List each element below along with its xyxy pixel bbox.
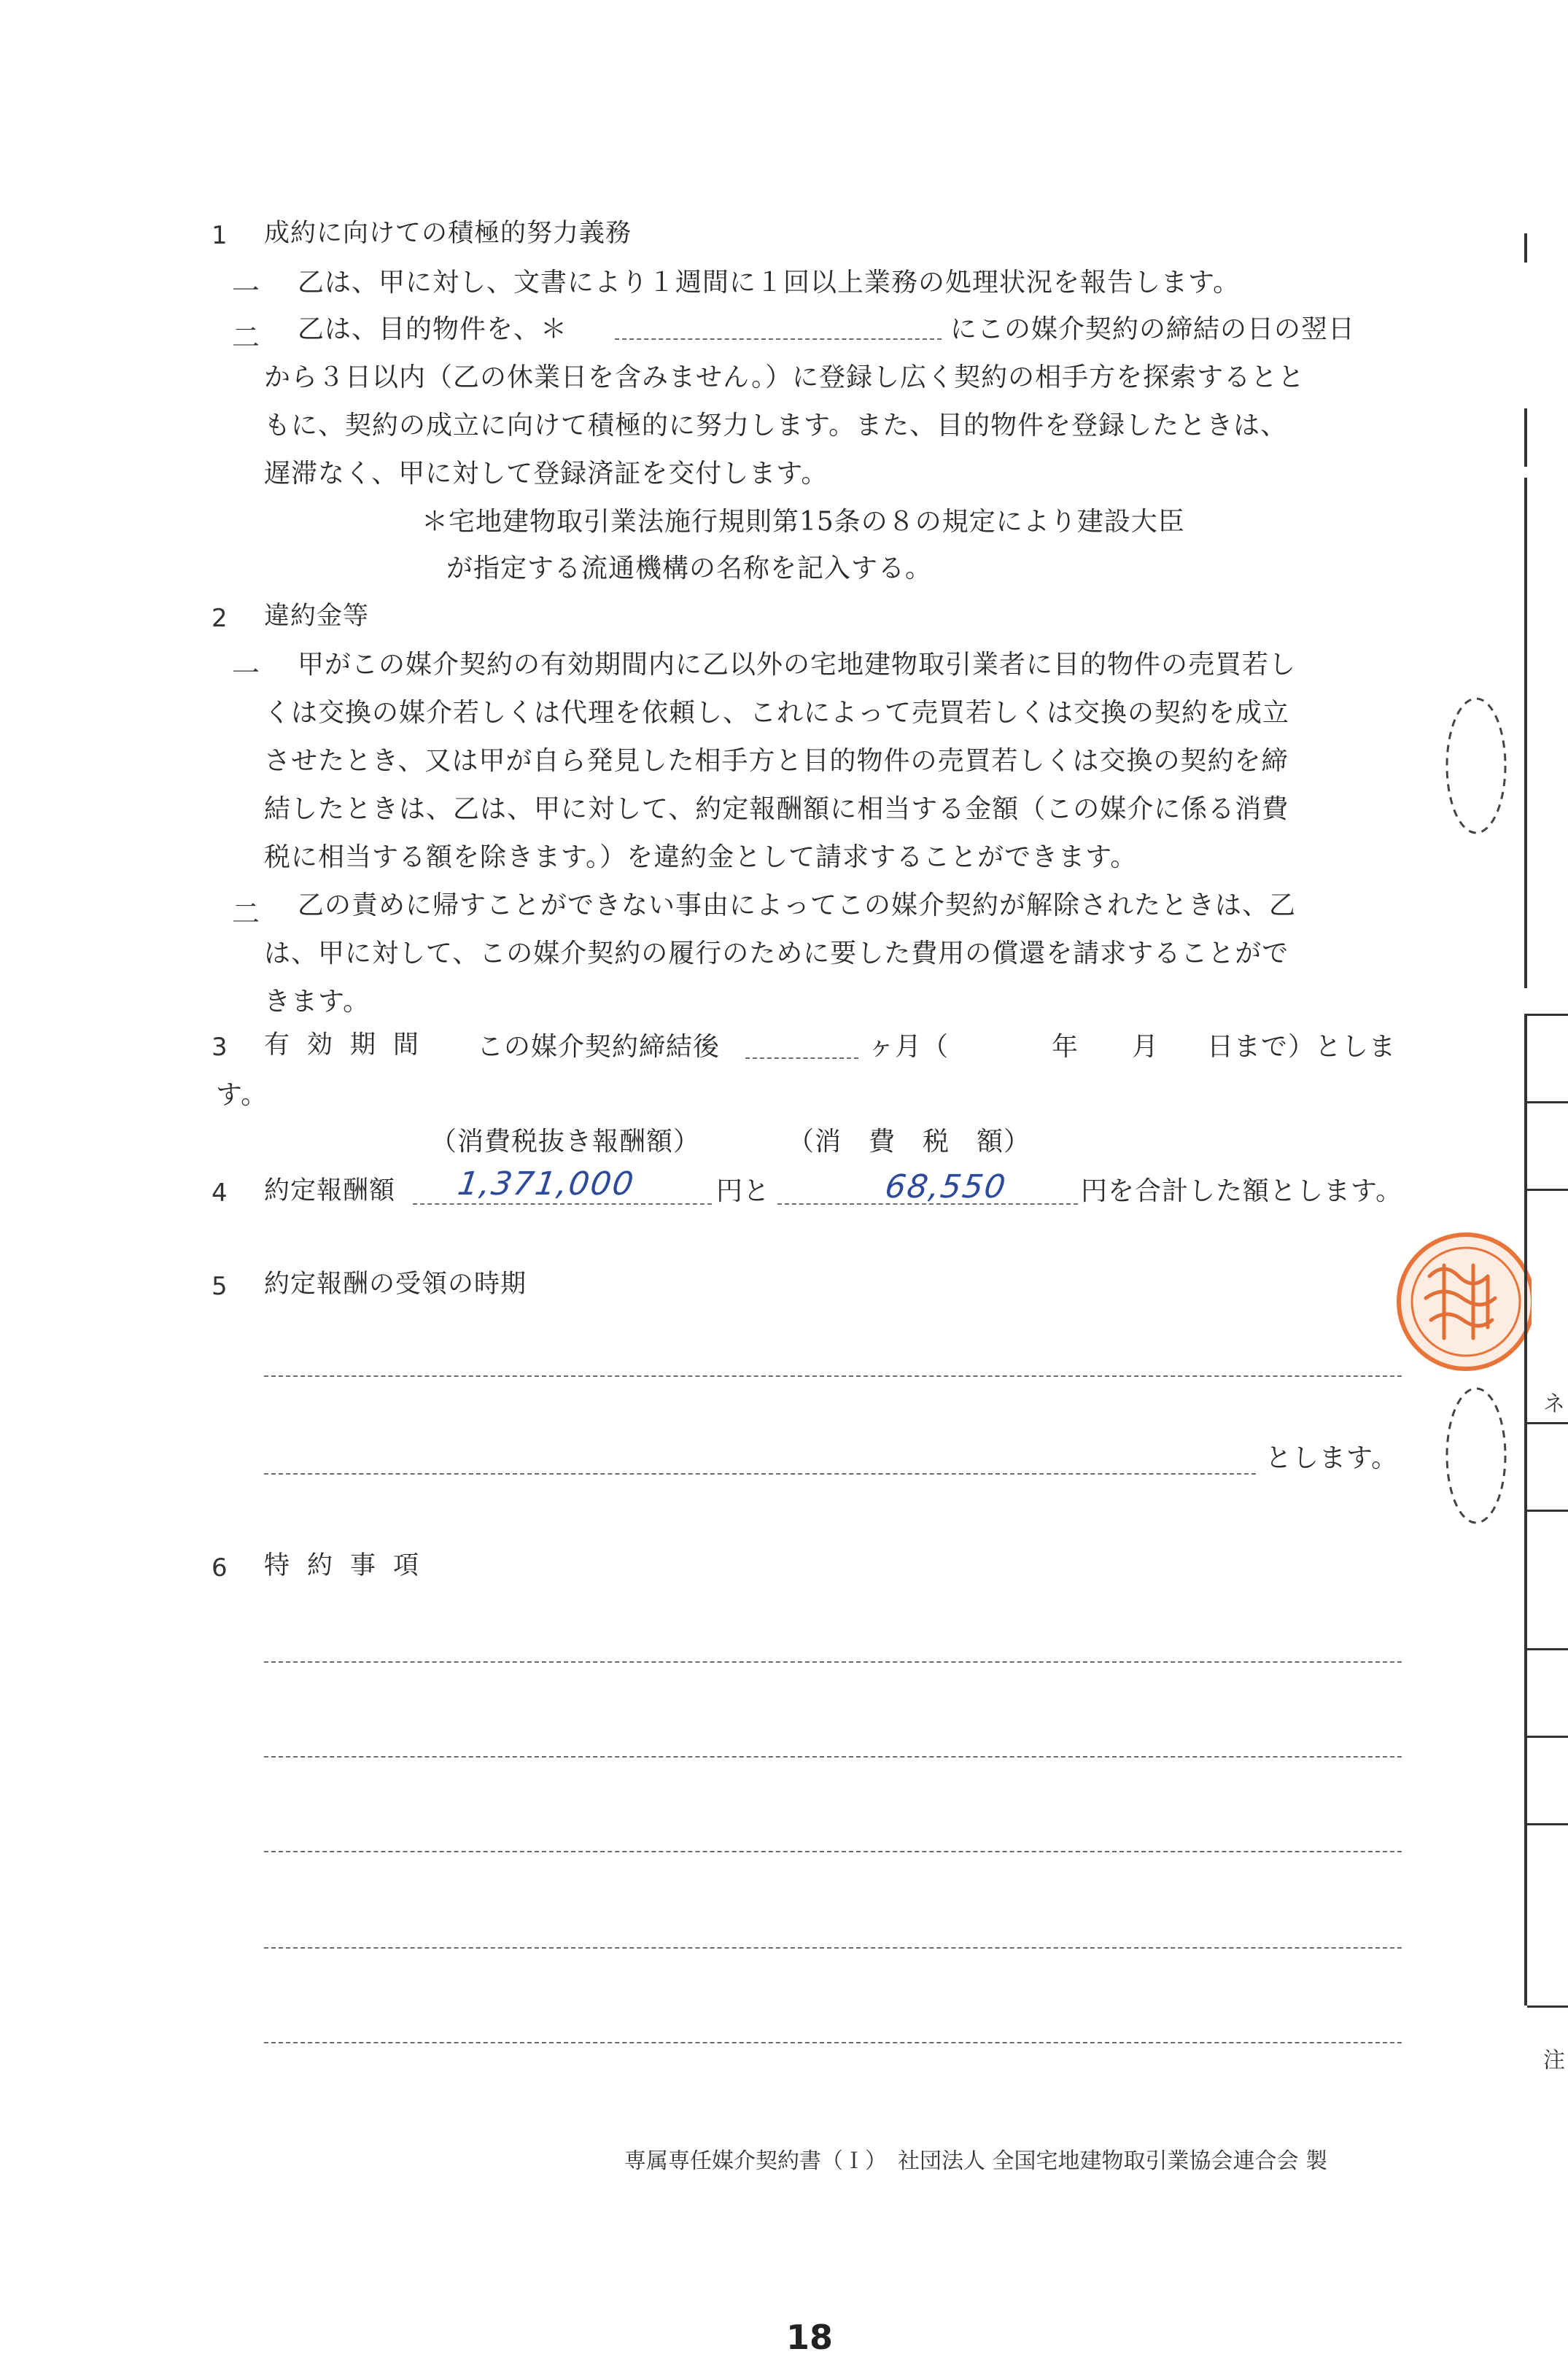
validity-months-field[interactable] <box>745 1057 858 1059</box>
s1-item2-line1b: にこの媒介契約の締結の日の翌日 <box>950 314 1356 344</box>
s2-item1-mark: 一 <box>232 657 260 689</box>
section-4-title: 約定報酬額 <box>264 1176 396 1205</box>
footer-form-name: 専属専任媒介契約書（Ｉ） 社団法人 全国宅地建物取引業協会連合会 製 <box>624 2148 1328 2174</box>
fee-handwritten-value: 1,371,000 <box>455 1165 637 1203</box>
s4-caption-fee: （消費税抜き報酬額） <box>430 1127 701 1157</box>
s4-caption-tax: （消 費 税 額） <box>788 1127 1031 1157</box>
s2-item2-mark: 二 <box>232 898 260 930</box>
fee-field[interactable] <box>413 1203 712 1205</box>
receipt-timing-line-1[interactable] <box>264 1375 1402 1377</box>
edge-bracket-4 <box>1524 1014 1527 1466</box>
s2-item1-line5: 税に相当する額を除きます。）を違約金として請求することができます。 <box>264 842 1138 872</box>
distribution-organization-field[interactable] <box>615 338 942 340</box>
section-2-title: 違約金等 <box>264 602 370 631</box>
edge-rule-6 <box>1527 1648 1568 1650</box>
edge-char-top: ネ <box>1543 1391 1565 1417</box>
s1-item1-mark: 一 <box>232 275 260 307</box>
section-5-title: 約定報酬の受領の時期 <box>264 1270 527 1299</box>
page-number: 18 <box>786 2318 834 2357</box>
s5-tail: とします。 <box>1265 1443 1399 1473</box>
company-seal-stamp <box>1386 1225 1532 1378</box>
section-4-number: 4 <box>211 1178 228 1208</box>
s2-item2-line3: きます。 <box>264 987 370 1017</box>
tax-handwritten-value: 68,550 <box>882 1168 1009 1205</box>
section-1-title: 成約に向けての積極的努力義務 <box>264 219 632 248</box>
special-terms-line-3[interactable] <box>264 1851 1402 1852</box>
s2-item2-line1: 乙の責めに帰すことができない事由によってこの媒介契約が解除されたときは、乙 <box>298 890 1297 920</box>
edge-rule-7 <box>1527 1736 1568 1738</box>
edge-bracket-1 <box>1524 233 1527 263</box>
s1-item2-line2: から３日以内（乙の休業日を含みません。）に登録し広く契約の相手方を探索するとと <box>264 362 1305 392</box>
section-6-number: 6 <box>211 1553 228 1583</box>
edge-rule-1 <box>1527 1014 1568 1016</box>
special-terms-line-2[interactable] <box>264 1756 1402 1758</box>
s2-item1-line3: させたとき、又は甲が自ら発見した相手方と目的物件の売買若しくは交換の契約を締 <box>264 746 1289 776</box>
edge-rule-9 <box>1527 2005 1568 2008</box>
section-6-title: 特約事項 <box>264 1551 437 1580</box>
s3-until-label: 日まで）としま <box>1207 1032 1397 1062</box>
section-2-number: 2 <box>211 604 228 633</box>
edge-rule-4 <box>1527 1422 1568 1424</box>
seal-mark-oval-upper <box>1434 693 1518 839</box>
s1-note-line1: ＊宅地建物取引業法施行規則第15条の８の規定により建設大臣 <box>422 507 1185 537</box>
s4-tail: 円を合計した額とします。 <box>1081 1176 1403 1206</box>
s3-text-a: この媒介契約締結後 <box>477 1032 721 1062</box>
edge-rule-2 <box>1527 1101 1568 1103</box>
receipt-timing-line-2[interactable] <box>264 1473 1256 1475</box>
s1-item2-line1a: 乙は、目的物件を、＊ <box>298 314 568 344</box>
s1-item2-mark: 二 <box>232 322 260 354</box>
s3-year-label: 年 <box>1052 1032 1079 1062</box>
s2-item1-line2: くは交換の媒介若しくは代理を依頼し、これによって売買若しくは交換の契約を成立 <box>264 698 1290 728</box>
edge-bracket-3 <box>1524 478 1527 988</box>
s2-item2-line2: は、甲に対して、この媒介契約の履行のために要した費用の償還を請求することがで <box>264 939 1289 968</box>
s1-item1-line1: 乙は、甲に対し、文書により１週間に１回以上業務の処理状況を報告します。 <box>298 268 1241 298</box>
s1-item2-line3: もに、契約の成立に向けて積極的に努力します。また、目的物件を登録したときは、 <box>264 411 1288 440</box>
edge-bracket-2 <box>1524 408 1527 467</box>
s1-note-line2: が指定する流通機構の名称を記入する。 <box>446 554 933 583</box>
special-terms-line-1[interactable] <box>264 1661 1402 1663</box>
section-5-number: 5 <box>211 1272 228 1301</box>
edge-rule-3 <box>1527 1189 1568 1191</box>
section-1-number: 1 <box>211 221 228 250</box>
s3-month-label: 月 <box>1132 1032 1160 1062</box>
edge-char-bottom: 注 <box>1543 2048 1565 2073</box>
seal-mark-oval-lower <box>1434 1383 1518 1529</box>
edge-rule-5 <box>1527 1510 1568 1512</box>
s1-item2-line4: 遅滞なく、甲に対して登録済証を交付します。 <box>264 459 828 489</box>
s3-continuation: す。 <box>216 1080 268 1110</box>
s4-yen-to: 円と <box>716 1176 771 1206</box>
special-terms-line-5[interactable] <box>264 2042 1402 2043</box>
edge-rule-8 <box>1527 1823 1568 1825</box>
s2-item1-line4: 結したときは、乙は、甲に対して、約定報酬額に相当する金額（この媒介に係る消費 <box>264 794 1289 824</box>
section-3-number: 3 <box>211 1033 228 1062</box>
special-terms-line-4[interactable] <box>264 1947 1402 1949</box>
s2-item1-line1: 甲がこの媒介契約の有効期間内に乙以外の宅地建物取引業者に目的物件の売買若し <box>298 650 1297 680</box>
s3-text-b: ヶ月（ <box>868 1032 950 1062</box>
section-3-title: 有効期間 <box>264 1030 437 1060</box>
